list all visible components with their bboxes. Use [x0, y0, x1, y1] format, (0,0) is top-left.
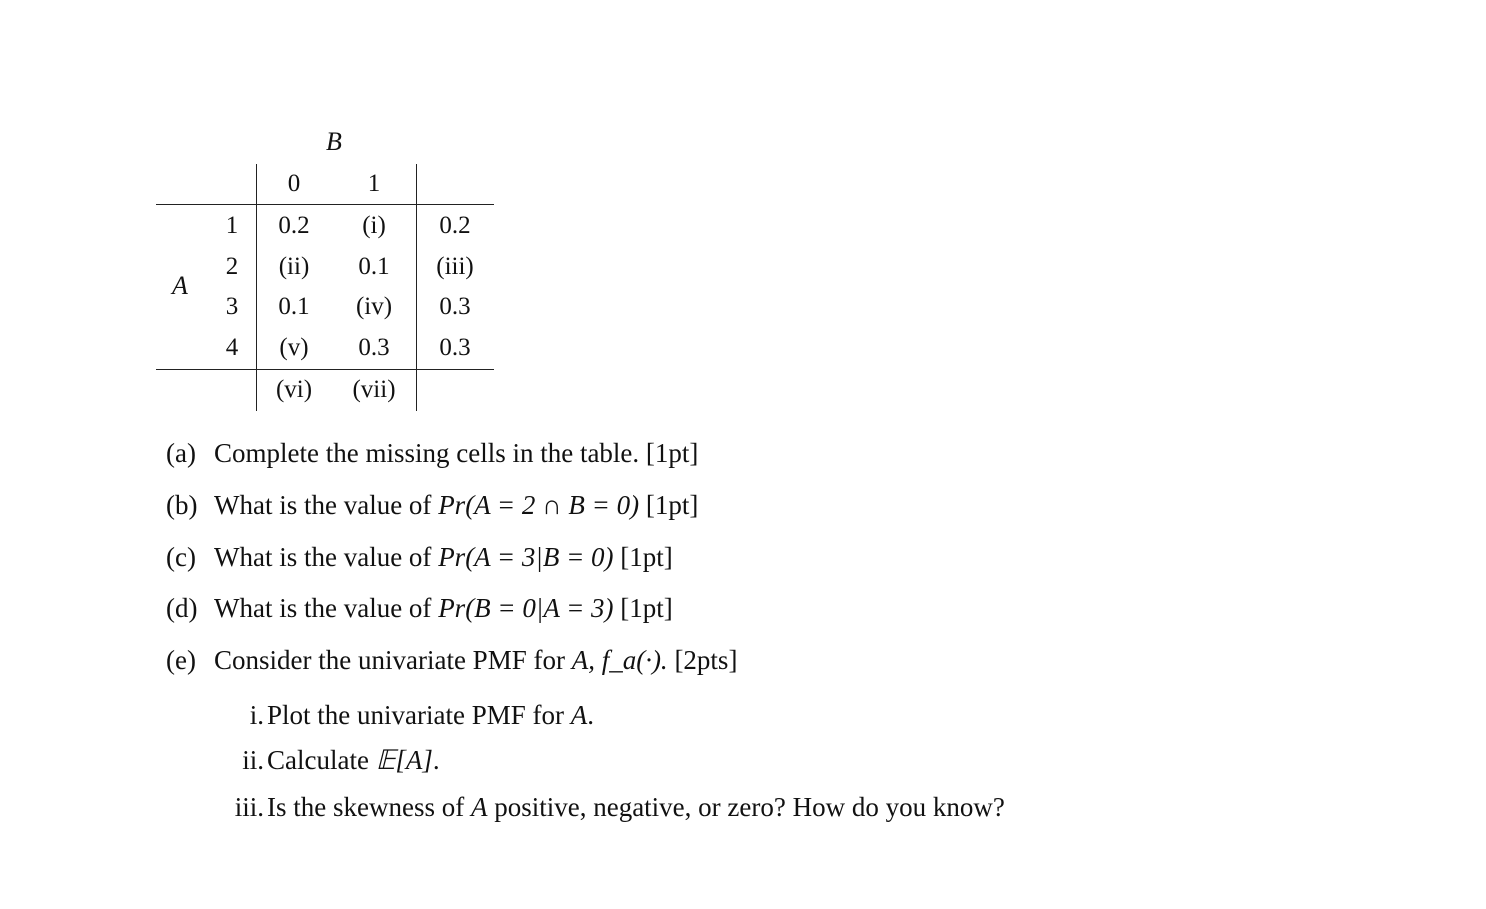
table-divider-right: [416, 164, 417, 411]
table-divider-left: [256, 164, 257, 411]
question-text: Complete the missing cells in the table. [1pt]: [214, 438, 699, 468]
question-text: Consider the univariate PMF for A, f_a(·). [2pts]: [214, 645, 738, 675]
question-text: What is the value of Pr(A = 2 ∩ B = 0) [1pt]: [214, 490, 699, 520]
table-cell: 0.3: [358, 334, 390, 361]
table-cell: (i): [362, 212, 386, 239]
table-cell: 0.1: [278, 293, 310, 320]
question-label: (e): [166, 645, 196, 675]
question-label: (a): [166, 438, 196, 468]
row-header-2: 2: [225, 253, 239, 280]
question-label: (d): [166, 593, 198, 623]
col-total-cell: (vii): [352, 376, 396, 403]
table-rule-bottom: [156, 369, 494, 370]
col-header-1: 1: [367, 170, 381, 197]
row-header-3: 3: [225, 293, 239, 320]
table-cell: (iv): [355, 293, 393, 320]
column-variable-label: B: [326, 127, 342, 156]
subquestion-label: ii.: [242, 745, 264, 775]
row-variable-label: A: [172, 271, 188, 300]
row-total-cell: (iii): [436, 253, 474, 280]
col-total-cell: (vi): [275, 376, 313, 403]
subquestion-text: Is the skewness of A positive, negative, or zero? How do you know?: [267, 792, 1005, 822]
table-cell: (v): [279, 334, 309, 361]
table-cell: 0.1: [358, 253, 390, 280]
subquestion-text: Calculate 𝔼[A].: [267, 745, 440, 775]
table-cell: 0.2: [278, 212, 310, 239]
subquestion-text: Plot the univariate PMF for A.: [267, 700, 594, 730]
question-text: What is the value of Pr(A = 3|B = 0) [1pt]: [214, 542, 673, 572]
row-header-4: 4: [225, 334, 239, 361]
row-total-cell: 0.3: [439, 293, 471, 320]
subquestion-label: i.: [249, 700, 264, 730]
question-label: (c): [166, 542, 196, 572]
table-rule-top: [156, 204, 494, 205]
table-cell: (ii): [278, 253, 310, 280]
question-text: What is the value of Pr(B = 0|A = 3) [1pt]: [214, 593, 673, 623]
col-header-0: 0: [287, 170, 301, 197]
row-total-cell: 0.2: [439, 212, 471, 239]
row-total-cell: 0.3: [439, 334, 471, 361]
question-label: (b): [166, 490, 198, 520]
row-header-1: 1: [225, 212, 239, 239]
subquestion-label: iii.: [234, 792, 264, 822]
